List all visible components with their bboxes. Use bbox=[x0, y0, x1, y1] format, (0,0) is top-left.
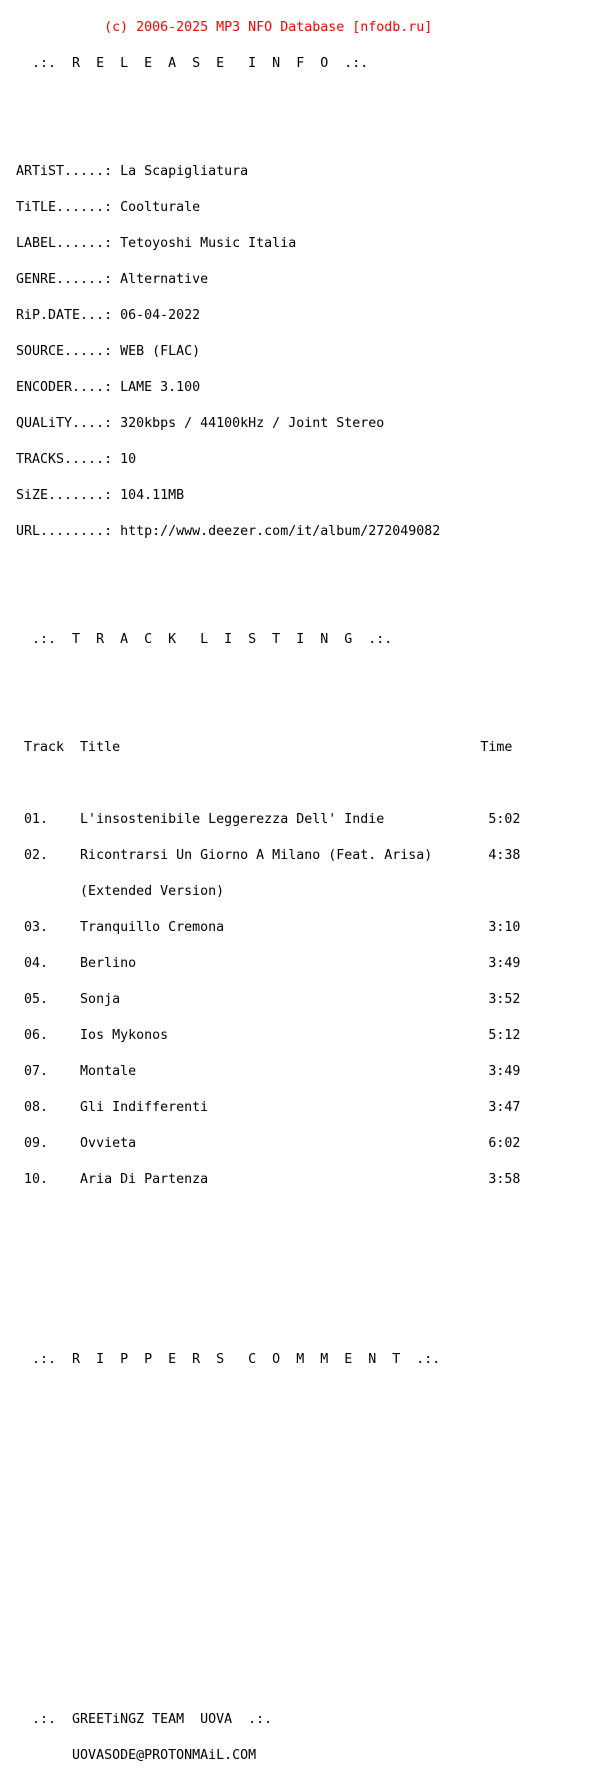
nfo-line-3 bbox=[0, 130, 520, 142]
nfo-line-34 bbox=[0, 1246, 520, 1258]
nfo-line-40 bbox=[0, 1462, 520, 1474]
nfo-line-15 bbox=[0, 562, 520, 574]
nfo-line-12: TRACKS.....: 10 bbox=[0, 452, 137, 467]
nfo-line-22: 01. L'insostenibile Leggerezza Dell' Indie 5:02 bbox=[0, 812, 521, 827]
nfo-line-14: URL........: http://www.deezer.com/it/album/272049082 bbox=[0, 524, 441, 539]
nfo-line-18 bbox=[0, 670, 520, 682]
nfo-line-31: 09. Ovvieta 6:02 bbox=[0, 1136, 521, 1151]
nfo-line-11: QUALiTY....: 320kbps / 44100kHz / Joint Stereo bbox=[0, 416, 385, 431]
nfo-line-46 bbox=[0, 1678, 520, 1690]
nfo-line-41 bbox=[0, 1498, 520, 1510]
nfo-line-19 bbox=[0, 706, 520, 718]
nfo-line-23: 02. Ricontrarsi Un Giorno A Milano (Feat. Arisa) 4:38 bbox=[0, 848, 521, 863]
nfo-line-47: .:. GREETiNGZ TEAM UOVA .:. bbox=[0, 1712, 273, 1727]
nfo-line-35 bbox=[0, 1282, 520, 1294]
nfo-line-32: 10. Aria Di Partenza 3:58 bbox=[0, 1172, 521, 1187]
nfo-line-38 bbox=[0, 1390, 520, 1402]
nfo-line-8: RiP.DATE...: 06-04-2022 bbox=[0, 308, 201, 323]
nfo-line-42 bbox=[0, 1534, 520, 1546]
nfo-line-33 bbox=[0, 1210, 520, 1222]
nfo-line-25: 03. Tranquillo Cremona 3:10 bbox=[0, 920, 521, 935]
nfo-line-20: Track Title Time bbox=[0, 740, 513, 755]
nfo-line-26: 04. Berlino 3:49 bbox=[0, 956, 521, 971]
nfo-line-1: .:. R E L E A S E I N F O .:. bbox=[0, 56, 369, 71]
nfodb-header: (c) 2006-2025 MP3 NFO Database [nfodb.ru] bbox=[0, 20, 433, 35]
nfo-line-44 bbox=[0, 1606, 520, 1618]
nfo-line-10: ENCODER....: LAME 3.100 bbox=[0, 380, 201, 395]
nfo-line-29: 07. Montale 3:49 bbox=[0, 1064, 521, 1079]
nfo-line-43 bbox=[0, 1570, 520, 1582]
nfo-line-13: SiZE.......: 104.11MB bbox=[0, 488, 185, 503]
nfo-line-24: (Extended Version) bbox=[0, 884, 225, 899]
nfo-line-36 bbox=[0, 1318, 520, 1330]
nfo-line-7: GENRE......: Alternative bbox=[0, 272, 209, 287]
nfo-line-48: UOVASODE@PROTONMAiL.COM bbox=[0, 1748, 257, 1763]
nfo-line-17: .:. T R A C K L I S T I N G .:. bbox=[0, 632, 393, 647]
nfo-line-37: .:. R I P P E R S C O M M E N T .:. bbox=[0, 1352, 441, 1367]
nfo-line-16 bbox=[0, 598, 520, 610]
nfo-line-4: ARTiST.....: La Scapigliatura bbox=[0, 164, 249, 179]
nfo-line-2 bbox=[0, 94, 520, 106]
nfo-line-9: SOURCE.....: WEB (FLAC) bbox=[0, 344, 201, 359]
nfo-line-30: 08. Gli Indifferenti 3:47 bbox=[0, 1100, 521, 1115]
nfo-line-39 bbox=[0, 1426, 520, 1438]
nfo-line-21 bbox=[0, 778, 520, 790]
nfo-line-6: LABEL......: Tetoyoshi Music Italia bbox=[0, 236, 297, 251]
nfo-line-5: TiTLE......: Coolturale bbox=[0, 200, 201, 215]
nfo-line-27: 05. Sonja 3:52 bbox=[0, 992, 521, 1007]
nfo-line-28: 06. Ios Mykonos 5:12 bbox=[0, 1028, 521, 1043]
nfo-line-45 bbox=[0, 1642, 520, 1654]
